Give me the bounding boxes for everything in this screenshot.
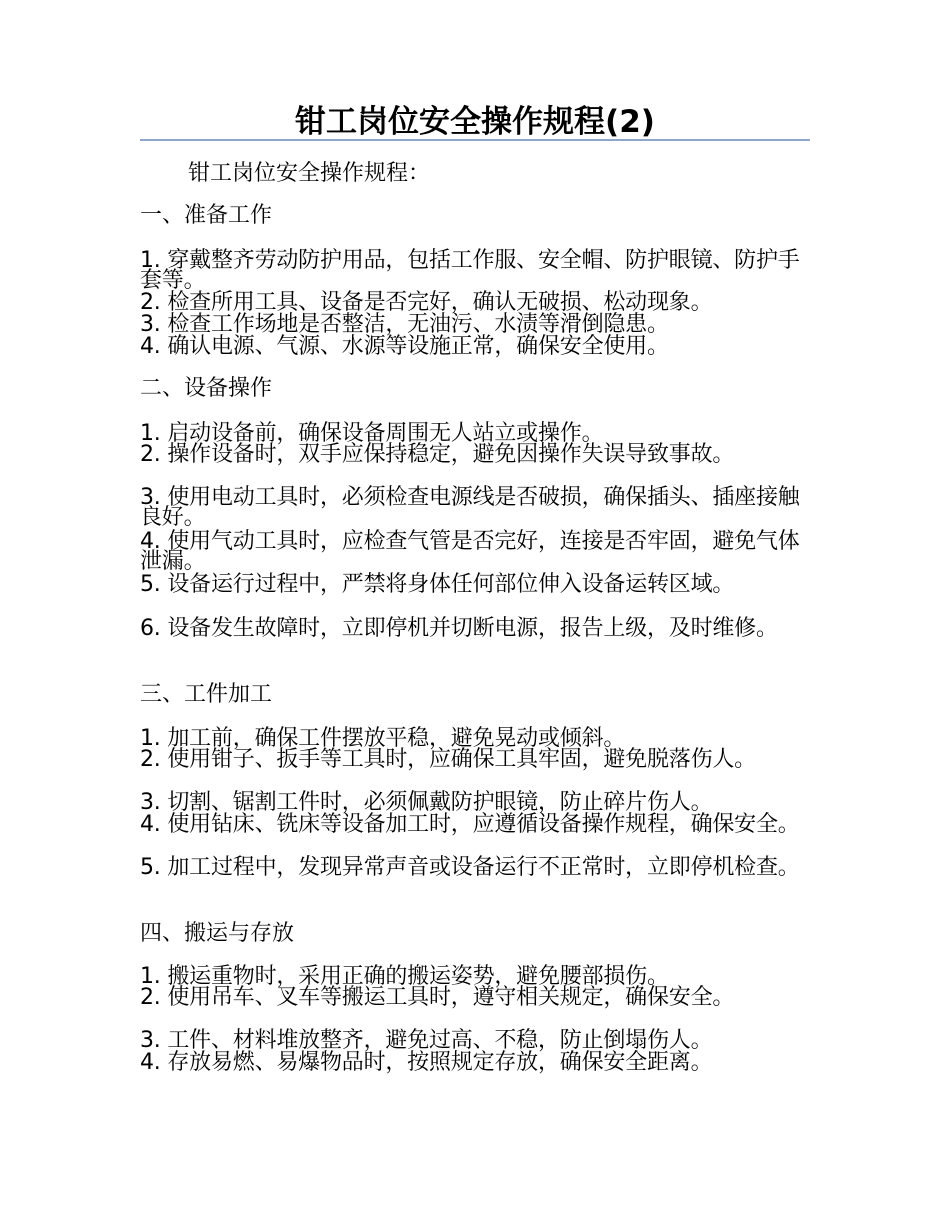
list-item: 1. 启动设备前，确保设备周围无人站立或操作。 xyxy=(140,421,604,446)
list-item: 4. 确认电源、气源、水源等设施正常，确保安全使用。 xyxy=(140,334,669,359)
list-item: 3. 切割、锯割工件时，必须佩戴防护眼镜，防止碎片伤人。 xyxy=(140,790,713,815)
list-item: 1. 搬运重物时，采用正确的搬运姿势，避免腰部损伤。 xyxy=(140,964,669,989)
list-item: 2. 使用钳子、扳手等工具时，应确保工具牢固，避免脱落伤人。 xyxy=(140,747,756,772)
document-title: 钳工岗位安全操作规程(2) xyxy=(295,104,655,140)
list-item: 2. 检查所用工具、设备是否完好，确认无破损、松动现象。 xyxy=(140,290,713,315)
list-item: 3. 使用电动工具时，必须检查电源线是否破损，确保插头、插座接触良好。 xyxy=(140,485,800,530)
section-heading-preparation: 一、准备工作 xyxy=(140,203,273,228)
list-item: 3. 工件、材料堆放整齐，避免过高、不稳，防止倒塌伤人。 xyxy=(140,1028,713,1053)
list-item: 4. 存放易燃、易爆物品时，按照规定存放，确保安全距离。 xyxy=(140,1050,713,1075)
list-item: 5. 加工过程中，发现异常声音或设备运行不正常时，立即停机检查。 xyxy=(140,855,800,880)
list-item: 4. 使用气动工具时，应检查气管是否完好，连接是否牢固，避免气体泄漏。 xyxy=(140,529,800,574)
section-heading-workpiece: 三、工件加工 xyxy=(140,682,273,707)
list-item: 4. 使用钻床、铣床等设备加工时，应遵循设备操作规程，确保安全。 xyxy=(140,812,800,837)
list-item: 3. 检查工作场地是否整洁，无油污、水渍等滑倒隐患。 xyxy=(140,312,669,337)
section-heading-equipment: 二、设备操作 xyxy=(140,376,273,401)
list-item: 5. 设备运行过程中，严禁将身体任何部位伸入设备运转区域。 xyxy=(140,572,735,597)
intro-line: 钳工岗位安全操作规程： xyxy=(188,161,431,186)
list-item: 2. 操作设备时，双手应保持稳定，避免因操作失误导致事故。 xyxy=(140,442,735,467)
list-item: 1. 穿戴整齐劳动防护用品，包括工作服、安全帽、防护眼镜、防护手套等。 xyxy=(140,248,800,293)
list-item: 2. 使用吊车、叉车等搬运工具时，遵守相关规定，确保安全。 xyxy=(140,985,735,1010)
title-underline xyxy=(140,139,810,141)
section-heading-handling-storage: 四、搬运与存放 xyxy=(140,921,295,946)
list-item: 1. 加工前，确保工件摆放平稳，避免晃动或倾斜。 xyxy=(140,726,626,751)
list-item: 6. 设备发生故障时，立即停机并切断电源，报告上级，及时维修。 xyxy=(140,616,778,641)
